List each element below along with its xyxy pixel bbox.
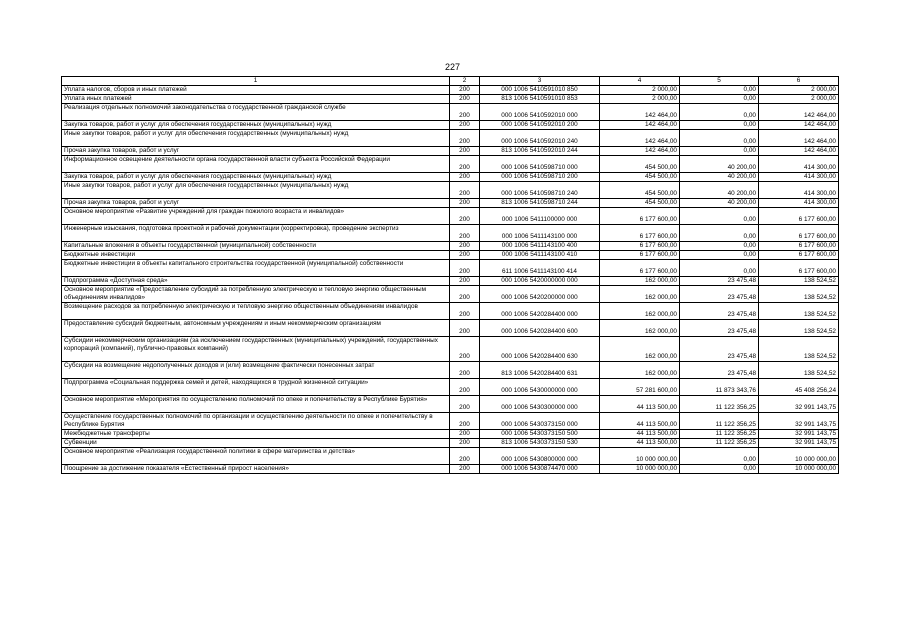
row-col2-cell: 200 [450, 337, 480, 362]
row-approved-cell: 44 113 500,00 [600, 396, 680, 413]
table-row [62, 182, 839, 199]
table-row [62, 104, 839, 121]
row-remaining-cell: 2 000,00 [759, 86, 839, 95]
row-executed-cell: 40 200,00 [680, 173, 759, 182]
row-col2-cell: 200 [450, 430, 480, 439]
table-row [62, 208, 839, 225]
row-approved-cell: 44 113 500,00 [600, 413, 680, 430]
row-executed-cell: 40 200,00 [680, 156, 759, 173]
row-executed-cell: 0,00 [680, 130, 759, 147]
row-executed-cell: 11 122 356,25 [680, 430, 759, 439]
row-col2-cell: 200 [450, 465, 480, 474]
row-remaining-cell: 414 300,00 [759, 182, 839, 199]
row-code-cell: 813 1006 5410592010 244 [480, 147, 600, 156]
table-row [62, 121, 839, 130]
row-col2-cell: 200 [450, 242, 480, 251]
row-executed-cell: 0,00 [680, 104, 759, 121]
row-remaining-cell: 45 408 256,24 [759, 379, 839, 396]
row-remaining-cell: 6 177 600,00 [759, 225, 839, 242]
row-remaining-cell: 10 000 000,00 [759, 465, 839, 474]
row-name-cell: Прочая закупка товаров, работ и услуг [62, 147, 450, 156]
row-approved-cell: 162 000,00 [600, 277, 680, 286]
row-col2-cell: 200 [450, 156, 480, 173]
row-code-cell: 000 1006 5410592010 240 [480, 130, 600, 147]
row-name-cell: Иные закупки товаров, работ и услуг для обеспечения государственных (муниципальных) нужд [62, 182, 450, 199]
row-approved-cell: 454 500,00 [600, 199, 680, 208]
row-remaining-cell: 32 991 143,75 [759, 413, 839, 430]
row-remaining-cell: 10 000 000,00 [759, 448, 839, 465]
row-executed-cell: 11 122 356,25 [680, 396, 759, 413]
row-name-cell: Основное мероприятие «Мероприятия по осуществлению полномочий по опеке и попечительству в Республике Бурятия» [62, 396, 450, 413]
row-approved-cell: 454 500,00 [600, 173, 680, 182]
row-name-cell: Прочая закупка товаров, работ и услуг [62, 199, 450, 208]
row-name-cell: Основное мероприятие «Предоставление субсидий за потребленную электрическую и тепловую энергию общественным объединениям инвалидов» [62, 286, 450, 303]
row-code-cell: 813 1006 5430373150 530 [480, 439, 600, 448]
row-code-cell: 000 1006 5410598710 240 [480, 182, 600, 199]
table-row [62, 413, 839, 430]
row-code-cell: 000 1006 5430300000 000 [480, 396, 600, 413]
row-remaining-cell: 32 991 143,75 [759, 430, 839, 439]
table-row [62, 303, 839, 320]
row-col2-cell: 200 [450, 260, 480, 277]
row-remaining-cell: 138 524,52 [759, 303, 839, 320]
header-col-6: 6 [759, 77, 839, 86]
row-code-cell: 000 1006 5420000000 000 [480, 277, 600, 286]
table-row [62, 286, 839, 303]
row-approved-cell: 142 464,00 [600, 121, 680, 130]
row-approved-cell: 2 000,00 [600, 95, 680, 104]
row-col2-cell: 200 [450, 225, 480, 242]
row-approved-cell: 10 000 000,00 [600, 448, 680, 465]
header-col-3: 3 [480, 77, 600, 86]
row-col2-cell: 200 [450, 86, 480, 95]
row-executed-cell: 0,00 [680, 121, 759, 130]
row-approved-cell: 10 000 000,00 [600, 465, 680, 474]
row-remaining-cell: 6 177 600,00 [759, 208, 839, 225]
row-executed-cell: 11 122 356,25 [680, 413, 759, 430]
table-row [62, 277, 839, 286]
table-row [62, 430, 839, 439]
row-approved-cell: 162 000,00 [600, 320, 680, 337]
row-col2-cell: 200 [450, 173, 480, 182]
row-code-cell: 000 1006 5410592010 200 [480, 121, 600, 130]
row-remaining-cell: 138 524,52 [759, 362, 839, 379]
table-body [62, 77, 839, 474]
row-col2-cell: 200 [450, 251, 480, 260]
row-code-cell: 000 1006 5420284400 600 [480, 320, 600, 337]
row-code-cell: 000 1006 5411143100 000 [480, 225, 600, 242]
row-name-cell: Иные закупки товаров, работ и услуг для обеспечения государственных (муниципальных) нужд [62, 130, 450, 147]
row-name-cell: Закупка товаров, работ и услуг для обеспечения государственных (муниципальных) нужд [62, 173, 450, 182]
table-row [62, 320, 839, 337]
row-name-cell: Осуществление государственных полномочий по организации и осуществлению деятельности по опеке и попечительству в Республике Бурятия [62, 413, 450, 430]
row-executed-cell: 0,00 [680, 95, 759, 104]
row-remaining-cell: 414 300,00 [759, 173, 839, 182]
row-name-cell: Поощрение за достижение показателя «Естественный прирост населения» [62, 465, 450, 474]
row-executed-cell: 0,00 [680, 448, 759, 465]
row-executed-cell: 23 475,48 [680, 337, 759, 362]
row-col2-cell: 200 [450, 277, 480, 286]
row-name-cell: Закупка товаров, работ и услуг для обеспечения государственных (муниципальных) нужд [62, 121, 450, 130]
header-col-4: 4 [600, 77, 680, 86]
row-executed-cell: 23 475,48 [680, 362, 759, 379]
row-approved-cell: 162 000,00 [600, 362, 680, 379]
row-code-cell: 000 1006 5420284400 000 [480, 303, 600, 320]
table-row [62, 439, 839, 448]
row-approved-cell: 142 464,00 [600, 104, 680, 121]
row-name-cell: Реализация отдельных полномочий законодательства о государственной гражданской службе [62, 104, 450, 121]
row-col2-cell: 200 [450, 320, 480, 337]
row-col2-cell: 200 [450, 303, 480, 320]
row-approved-cell: 162 000,00 [600, 337, 680, 362]
row-remaining-cell: 138 524,52 [759, 320, 839, 337]
table-row [62, 147, 839, 156]
row-executed-cell: 11 122 356,25 [680, 439, 759, 448]
row-code-cell: 000 1006 5410598710 000 [480, 156, 600, 173]
row-code-cell: 813 1006 5420284400 631 [480, 362, 600, 379]
row-remaining-cell: 138 524,52 [759, 277, 839, 286]
row-approved-cell: 2 000,00 [600, 86, 680, 95]
row-approved-cell: 454 500,00 [600, 156, 680, 173]
row-code-cell: 000 1006 5411100000 000 [480, 208, 600, 225]
row-code-cell: 000 1006 5410592010 000 [480, 104, 600, 121]
row-name-cell: Межбюджетные трансферты [62, 430, 450, 439]
row-executed-cell: 0,00 [680, 251, 759, 260]
row-code-cell: 000 1006 5430800000 000 [480, 448, 600, 465]
row-approved-cell: 142 464,00 [600, 130, 680, 147]
row-remaining-cell: 32 991 143,75 [759, 396, 839, 413]
row-name-cell: Уплата иных платежей [62, 95, 450, 104]
row-approved-cell: 6 177 600,00 [600, 208, 680, 225]
table-row [62, 199, 839, 208]
row-col2-cell: 200 [450, 286, 480, 303]
row-code-cell: 000 1006 5410591010 850 [480, 86, 600, 95]
row-approved-cell: 44 113 500,00 [600, 430, 680, 439]
row-executed-cell: 23 475,48 [680, 277, 759, 286]
row-executed-cell: 0,00 [680, 147, 759, 156]
row-executed-cell: 11 873 343,76 [680, 379, 759, 396]
header-col-5: 5 [680, 77, 759, 86]
table-row [62, 448, 839, 465]
row-executed-cell: 23 475,48 [680, 320, 759, 337]
row-col2-cell: 200 [450, 413, 480, 430]
row-name-cell: Информационное освещение деятельности органа государственной власти субъекта Российской Федерации [62, 156, 450, 173]
row-approved-cell: 44 113 500,00 [600, 439, 680, 448]
row-name-cell: Основное мероприятие «Реализация государственной политики в сфере материнства и детства» [62, 448, 450, 465]
row-code-cell: 000 1006 5411143100 410 [480, 251, 600, 260]
row-col2-cell: 200 [450, 396, 480, 413]
row-approved-cell: 6 177 600,00 [600, 260, 680, 277]
table-header-row [62, 77, 839, 86]
table-row [62, 173, 839, 182]
header-col-1: 1 [62, 77, 450, 86]
row-name-cell: Капитальные вложения в объекты государственной (муниципальной) собственности [62, 242, 450, 251]
row-executed-cell: 0,00 [680, 86, 759, 95]
row-approved-cell: 6 177 600,00 [600, 225, 680, 242]
row-remaining-cell: 142 464,00 [759, 130, 839, 147]
row-code-cell: 000 1006 5430000000 000 [480, 379, 600, 396]
row-remaining-cell: 2 000,00 [759, 95, 839, 104]
row-remaining-cell: 138 524,52 [759, 337, 839, 362]
row-executed-cell: 0,00 [680, 260, 759, 277]
row-approved-cell: 6 177 600,00 [600, 242, 680, 251]
table-row [62, 86, 839, 95]
row-code-cell: 000 1006 5420284400 630 [480, 337, 600, 362]
page-number: 227 [444, 62, 461, 72]
row-code-cell: 000 1006 5410598710 200 [480, 173, 600, 182]
row-remaining-cell: 6 177 600,00 [759, 260, 839, 277]
row-executed-cell: 0,00 [680, 225, 759, 242]
row-executed-cell: 40 200,00 [680, 182, 759, 199]
row-code-cell: 813 1006 5410598710 244 [480, 199, 600, 208]
row-approved-cell: 162 000,00 [600, 286, 680, 303]
row-code-cell: 000 1006 5411143100 400 [480, 242, 600, 251]
row-col2-cell: 200 [450, 379, 480, 396]
row-code-cell: 000 1006 5430373150 500 [480, 430, 600, 439]
row-col2-cell: 200 [450, 448, 480, 465]
row-name-cell: Основное мероприятие «Развитие учреждений для граждан пожилого возраста и инвалидов» [62, 208, 450, 225]
row-code-cell: 000 1006 5430874470 000 [480, 465, 600, 474]
row-executed-cell: 23 475,48 [680, 303, 759, 320]
row-executed-cell: 23 475,48 [680, 286, 759, 303]
row-name-cell: Субсидии на возмещение недополученных доходов и (или) возмещение фактически понесенных затрат [62, 362, 450, 379]
row-name-cell: Субсидии некоммерческим организациям (за исключением государственных (муниципальных) учреждений, государственных корпораций (компаний), публично-правовых компаний) [62, 337, 450, 362]
table-row [62, 337, 839, 362]
table-row [62, 260, 839, 277]
row-col2-cell: 200 [450, 121, 480, 130]
row-code-cell: 611 1006 5411143100 414 [480, 260, 600, 277]
row-executed-cell: 0,00 [680, 465, 759, 474]
table-row [62, 130, 839, 147]
row-name-cell: Уплата налогов, сборов и иных платежей [62, 86, 450, 95]
row-col2-cell: 200 [450, 104, 480, 121]
row-approved-cell: 57 281 600,00 [600, 379, 680, 396]
row-remaining-cell: 138 524,52 [759, 286, 839, 303]
table-row [62, 95, 839, 104]
row-remaining-cell: 6 177 600,00 [759, 242, 839, 251]
row-code-cell: 000 1006 5420200000 000 [480, 286, 600, 303]
row-remaining-cell: 142 464,00 [759, 104, 839, 121]
row-remaining-cell: 32 991 143,75 [759, 439, 839, 448]
table-row [62, 362, 839, 379]
table-row [62, 465, 839, 474]
row-executed-cell: 40 200,00 [680, 199, 759, 208]
table-row [62, 251, 839, 260]
row-col2-cell: 200 [450, 147, 480, 156]
row-name-cell: Подпрограмма «Социальная поддержка семей и детей, находящихся в трудной жизненной ситуации» [62, 379, 450, 396]
row-remaining-cell: 414 300,00 [759, 156, 839, 173]
row-name-cell: Инженерные изыскания, подготовка проектной и рабочей документации (корректировка), проведение экспертиз [62, 225, 450, 242]
row-name-cell: Бюджетные инвестиции в объекты капитального строительства государственной (муниципальной) собственности [62, 260, 450, 277]
row-name-cell: Бюджетные инвестиции [62, 251, 450, 260]
table-row [62, 156, 839, 173]
row-name-cell: Возмещение расходов за потребленную электрическую и тепловую энергию общественным объединениям инвалидов [62, 303, 450, 320]
row-name-cell: Субвенции [62, 439, 450, 448]
table-row [62, 396, 839, 413]
row-col2-cell: 200 [450, 95, 480, 104]
header-col-2: 2 [450, 77, 480, 86]
row-approved-cell: 6 177 600,00 [600, 251, 680, 260]
row-approved-cell: 454 500,00 [600, 182, 680, 199]
row-remaining-cell: 6 177 600,00 [759, 251, 839, 260]
row-approved-cell: 162 000,00 [600, 303, 680, 320]
row-col2-cell: 200 [450, 182, 480, 199]
row-name-cell: Предоставление субсидий бюджетным, автономным учреждениям и иным некоммерческим организациям [62, 320, 450, 337]
table-row [62, 379, 839, 396]
row-col2-cell: 200 [450, 439, 480, 448]
row-col2-cell: 200 [450, 130, 480, 147]
row-code-cell: 813 1006 5410591010 853 [480, 95, 600, 104]
row-remaining-cell: 142 464,00 [759, 147, 839, 156]
row-remaining-cell: 142 464,00 [759, 121, 839, 130]
row-executed-cell: 0,00 [680, 208, 759, 225]
row-col2-cell: 200 [450, 208, 480, 225]
row-executed-cell: 0,00 [680, 242, 759, 251]
row-code-cell: 000 1006 5430373150 000 [480, 413, 600, 430]
table-row [62, 225, 839, 242]
table-row [62, 242, 839, 251]
row-remaining-cell: 414 300,00 [759, 199, 839, 208]
row-name-cell: Подпрограмма «Доступная среда» [62, 277, 450, 286]
row-col2-cell: 200 [450, 362, 480, 379]
row-col2-cell: 200 [450, 199, 480, 208]
row-approved-cell: 142 464,00 [600, 147, 680, 156]
budget-table [61, 76, 839, 474]
